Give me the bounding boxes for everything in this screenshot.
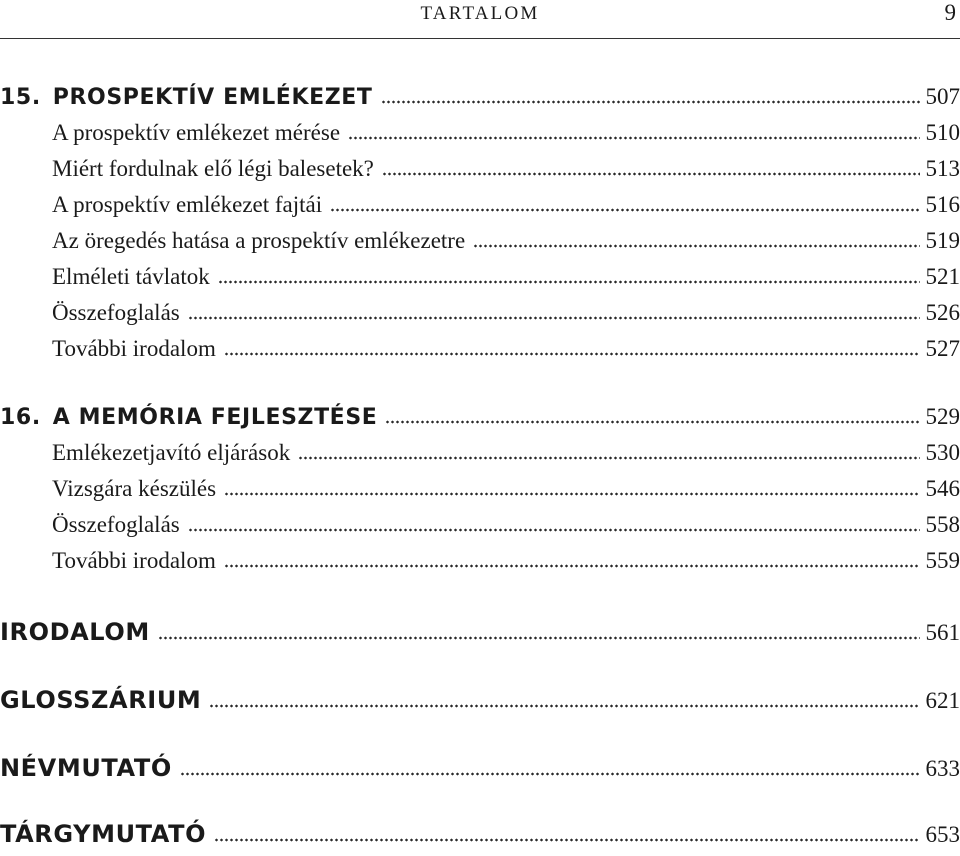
- entry-title: Az öregedés hatása a prospektív emlékezetre: [52, 228, 465, 254]
- entry-page: 516: [926, 192, 960, 218]
- toc-entry[interactable]: [0, 336, 960, 372]
- entry-page: 559: [926, 548, 960, 574]
- dot-leader: [224, 564, 920, 568]
- entry-page: 510: [926, 120, 960, 146]
- chapter-page: 507: [926, 84, 960, 110]
- section-title: GLOSSZÁRIUM: [0, 686, 201, 714]
- entry-page: 546: [926, 476, 960, 502]
- dot-leader: [330, 208, 919, 212]
- toc-chapter-15[interactable]: [0, 84, 960, 120]
- toc-irodalom[interactable]: [0, 618, 960, 654]
- entry-page: 513: [926, 156, 960, 182]
- toc-entry[interactable]: [0, 264, 960, 300]
- running-head: [0, 0, 960, 40]
- toc-nevmutato[interactable]: [0, 754, 960, 790]
- entry-title: További irodalom: [52, 548, 216, 574]
- dot-leader: [158, 636, 920, 640]
- chapter-page: 529: [926, 404, 960, 430]
- dot-leader: [188, 528, 920, 532]
- entry-page: 558: [926, 512, 960, 538]
- section-page: 633: [926, 756, 960, 782]
- dot-leader: [382, 172, 920, 176]
- section-title: IRODALOM: [0, 618, 150, 646]
- dot-leader: [298, 456, 919, 460]
- toc-entry[interactable]: [0, 228, 960, 264]
- entry-title: Összefoglalás: [52, 300, 180, 326]
- running-title: TARTALOM: [0, 3, 960, 25]
- dot-leader: [385, 420, 919, 424]
- dot-leader: [473, 244, 919, 248]
- toc-chapter-16[interactable]: [0, 404, 960, 440]
- dot-leader: [180, 772, 920, 776]
- dot-leader: [209, 704, 919, 708]
- entry-title: Emlékezetjavító eljárások: [52, 440, 290, 466]
- chapter-title: PROSPEKTÍV EMLÉKEZET: [53, 85, 373, 110]
- section-page: 653: [926, 822, 960, 848]
- toc-targymutato[interactable]: [0, 820, 960, 856]
- dot-leader: [224, 352, 920, 356]
- dot-leader: [381, 100, 920, 104]
- chapter-heading: [0, 85, 373, 110]
- entry-page: 526: [926, 300, 960, 326]
- dot-leader: [214, 838, 919, 842]
- page-number: 9: [945, 0, 957, 26]
- entry-title: Miért fordulnak elő légi balesetek?: [52, 156, 374, 182]
- toc-entry[interactable]: [0, 120, 960, 156]
- toc-entry[interactable]: [0, 192, 960, 228]
- section-title: TÁRGYMUTATÓ: [0, 820, 206, 848]
- entry-title: További irodalom: [52, 336, 216, 362]
- toc-entry[interactable]: [0, 476, 960, 512]
- chapter-heading: [0, 405, 377, 430]
- entry-page: 527: [926, 336, 960, 362]
- chapter-title: A MEMÓRIA FEJLESZTÉSE: [53, 405, 378, 430]
- header-divider: [0, 38, 960, 39]
- dot-leader: [188, 316, 920, 320]
- section-page: 561: [926, 620, 960, 646]
- entry-title: A prospektív emlékezet fajtái: [52, 192, 322, 218]
- dot-leader: [224, 492, 919, 496]
- entry-page: 530: [926, 440, 960, 466]
- toc-entry[interactable]: [0, 300, 960, 336]
- toc-entry[interactable]: [0, 512, 960, 548]
- toc-entry[interactable]: [0, 548, 960, 584]
- entry-page: 521: [926, 264, 960, 290]
- chapter-number: 15.: [0, 85, 41, 110]
- toc-glosszarium[interactable]: [0, 686, 960, 722]
- section-title: NÉVMUTATÓ: [0, 754, 172, 782]
- dot-leader: [348, 136, 919, 140]
- entry-title: Elméleti távlatok: [52, 264, 210, 290]
- entry-title: A prospektív emlékezet mérése: [52, 120, 340, 146]
- chapter-number: 16.: [0, 405, 41, 430]
- entry-page: 519: [926, 228, 960, 254]
- section-page: 621: [926, 688, 960, 714]
- dot-leader: [218, 280, 920, 284]
- entry-title: Összefoglalás: [52, 512, 180, 538]
- toc-entry[interactable]: [0, 440, 960, 476]
- toc-entry[interactable]: [0, 156, 960, 192]
- entry-title: Vizsgára készülés: [52, 476, 216, 502]
